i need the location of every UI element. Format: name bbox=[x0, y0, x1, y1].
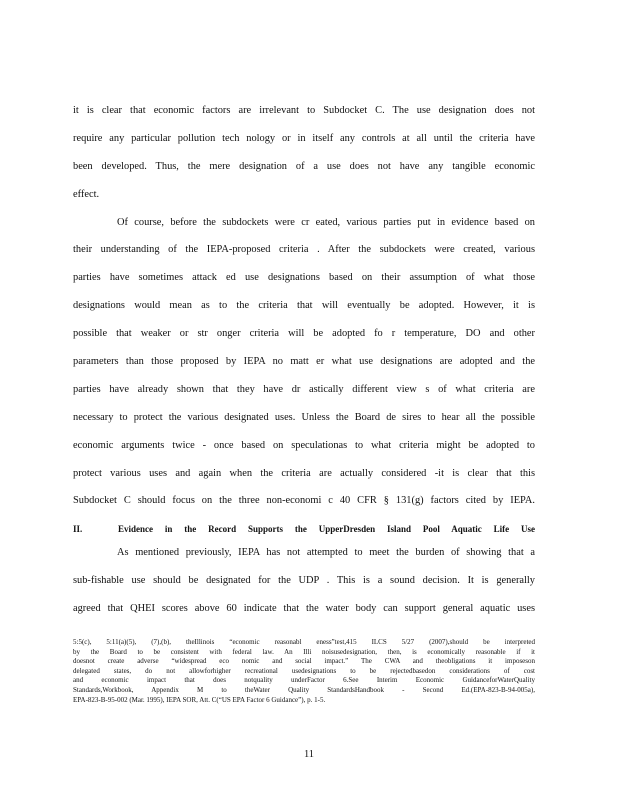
paragraph-1-line: effect. bbox=[73, 188, 100, 200]
paragraph-2-line: designations would mean as to the criteria that will eventually be adopted. However, it is bbox=[73, 300, 535, 312]
footnotes bbox=[73, 638, 535, 705]
section-heading bbox=[73, 519, 535, 543]
footnote-line: and economic impact that does notquality underFactor 6.See Interim Economic GuidanceforWaterQuality bbox=[73, 676, 535, 685]
footnote-line: Standards,Workbook, Appendix M to theWater Quality StandardsHandbook - Second Ed.(EPA-823-B-94-005a), bbox=[73, 685, 535, 694]
body-text bbox=[73, 101, 535, 627]
section-number: II. bbox=[73, 524, 83, 535]
paragraph-2-line: economic arguments twice - once based on speculationas to what criteria might be adopted to bbox=[73, 439, 535, 451]
page-number: 11 bbox=[303, 749, 315, 760]
paragraph-2-line: necessary to protect the various designated uses. Unless the Board de sires to hear all the possible bbox=[73, 411, 535, 423]
paragraph-2-line: Subdocket C should focus on the three non-economi c 40 CFR § 131(g) factors cited by IEPA. bbox=[73, 495, 535, 507]
paragraph-3-line: agreed that QHEI scores above 60 indicate that the water body can support general aquatic uses bbox=[73, 603, 535, 615]
paragraph-2-line: parties have already shown that they have dr astically different view s of what criteria are bbox=[73, 383, 535, 395]
footnote-line: delegated states, do not allowforhigher recreational usedesignations to be rejectedbasedon considerations of cost bbox=[73, 666, 535, 675]
paragraph-2-line: parties have sometimes attack ed use designations based on their assumption of what those bbox=[73, 272, 535, 284]
footnote-line: 5:5(c), 5:11(a)(5), (7),(b), theIllinois “economic reasonabl eness”test,415 ILCS 5/27 (2007),should be interpreted bbox=[73, 638, 535, 646]
paragraph-1-line: it is clear that economic factors are irrelevant to Subdocket C. The use designation does not bbox=[73, 105, 535, 116]
paragraph-3-line: sub-fishable use should be designated for the UDP . This is a sound decision. It is generally bbox=[73, 575, 535, 587]
paragraph-2-line: protect various uses and again when the criteria are actually considered -it is clear that this bbox=[73, 467, 535, 479]
section-title: Evidence in the Record Supports the UpperDresden Island Pool Aquatic Life Use bbox=[118, 524, 535, 535]
paragraph-3-line: As mentioned previously, IEPA has not attempted to meet the burden of showing that a bbox=[117, 547, 535, 559]
paragraph-1-line: require any particular pollution tech nology or in itself any controls at all until the criteria have bbox=[73, 132, 535, 144]
footnote-line: doesnot create adverse “widespread eco nomic and social impact.” The CWA and theobligations it imposeson bbox=[73, 657, 535, 666]
paragraph-2-line: parameters than those proposed by IEPA no matt er what use designations are adopted and the bbox=[73, 356, 535, 368]
footnote-line: EPA-823-B-95-002 (Mar. 1995), IEPA SOR, Att. C(“US EPA Factor 6 Guidance”), p. 1-5. bbox=[73, 695, 326, 704]
paragraph-2-line: their understanding of the IEPA-proposed criteria . After the subdockets were created, various bbox=[73, 244, 535, 256]
paragraph-2-line: possible that weaker or str onger criteria will be adopted fo r temperature, DO and other bbox=[73, 328, 535, 340]
paragraph-1-line: been developed. Thus, the mere designation of a use does not have any tangible economic bbox=[73, 160, 535, 172]
footnote-line: by the Board to be consistent with federal law. An Illi noisusedesignation, then, is economically reasonable if it bbox=[73, 647, 535, 656]
paragraph-2-line: Of course, before the subdockets were cr eated, various parties put in evidence based on bbox=[117, 216, 535, 228]
